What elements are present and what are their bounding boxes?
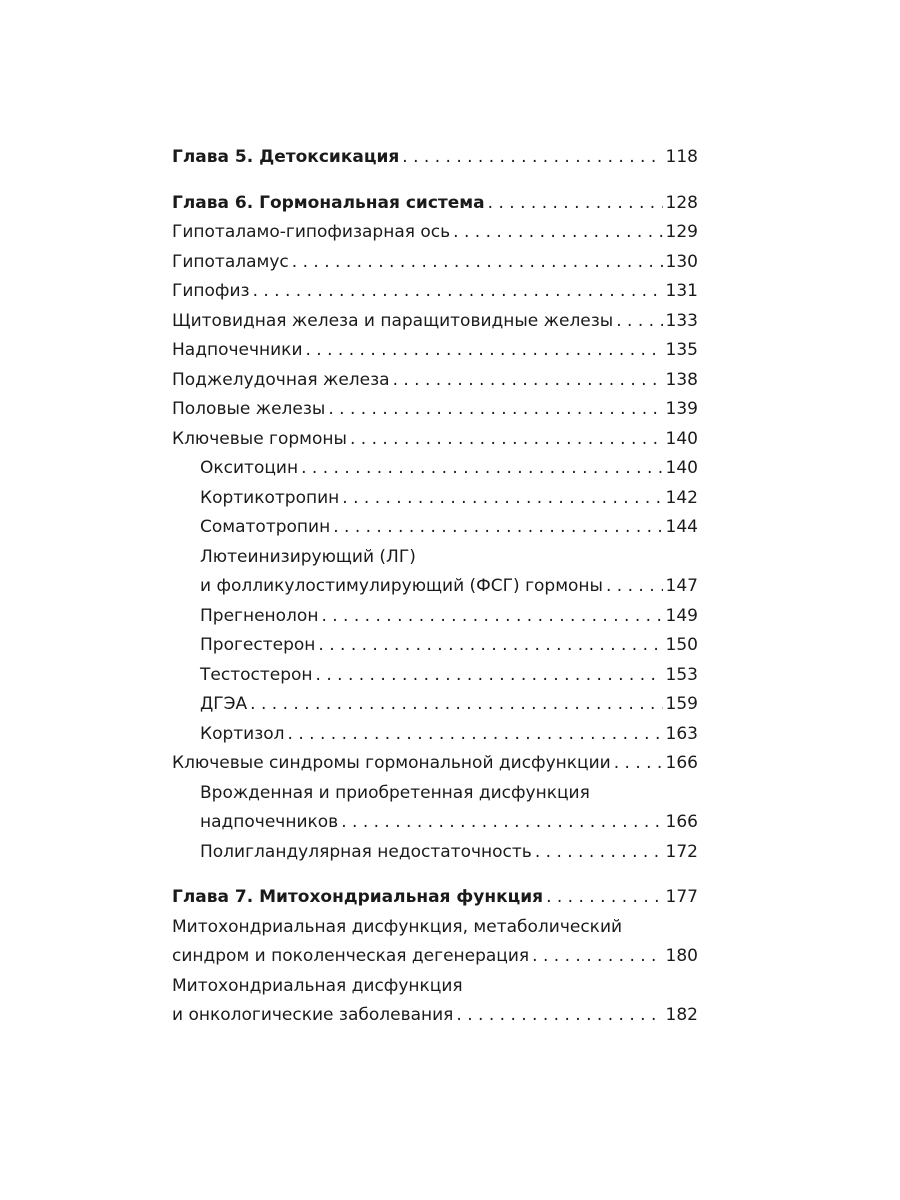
toc-page-number: 138	[665, 369, 698, 390]
toc-page-number: 172	[665, 841, 698, 862]
toc-title: Надпочечники	[172, 340, 303, 360]
toc-page-number: 180	[665, 946, 698, 966]
toc-page-number: 149	[665, 605, 698, 626]
dot-leader	[614, 749, 663, 779]
table-of-contents	[172, 143, 698, 1031]
toc-page-number: 153	[665, 664, 698, 685]
toc-title: Прогестерон	[200, 635, 316, 655]
toc-entry[interactable]	[172, 336, 698, 366]
toc-page-number: 129	[665, 222, 698, 242]
toc-subentry[interactable]	[172, 484, 698, 514]
toc-entry[interactable]	[172, 749, 698, 779]
toc-entry[interactable]	[172, 248, 698, 278]
toc-title: Тестостерон	[200, 664, 313, 685]
toc-title: ДГЭА	[200, 694, 248, 714]
toc-subentry[interactable]	[172, 513, 698, 543]
dot-leader	[402, 143, 662, 173]
toc-title: Кортикотропин	[200, 487, 340, 508]
toc-title: Глава 6. Гормональная система	[172, 192, 485, 213]
toc-page-number: 128	[665, 192, 698, 213]
dot-leader	[616, 307, 662, 337]
toc-title: и фолликулостимулирующий (ФСГ) гормоны	[200, 576, 603, 596]
toc-page-number: 144	[665, 517, 698, 537]
toc-title: надпочечников	[200, 812, 339, 832]
toc-title: Полигландулярная недостаточность	[200, 841, 532, 862]
toc-page-number: 163	[665, 723, 698, 744]
toc-page-number: 150	[665, 635, 698, 655]
toc-title: Гипофиз	[172, 281, 250, 301]
toc-page-number: 139	[665, 399, 698, 419]
toc-subentry[interactable]	[172, 838, 698, 868]
dot-leader	[316, 661, 663, 691]
toc-title: Поджелудочная железа	[172, 369, 390, 390]
toc-entry[interactable]	[172, 942, 698, 972]
dot-leader	[350, 425, 663, 455]
toc-page-number: 133	[665, 310, 698, 331]
toc-subentry[interactable]	[172, 602, 698, 632]
dot-leader	[456, 1001, 662, 1031]
toc-page-number: 131	[665, 281, 698, 301]
toc-page-number: 130	[665, 251, 698, 272]
dot-leader	[546, 883, 662, 913]
dot-leader	[341, 808, 662, 838]
toc-entry-chapter-5[interactable]	[172, 143, 698, 173]
dot-leader	[535, 838, 663, 868]
toc-entry[interactable]	[172, 307, 698, 337]
toc-title: Окситоцин	[200, 458, 299, 478]
toc-title: Кортизол	[200, 723, 285, 744]
dot-leader	[306, 336, 663, 366]
toc-title: Ключевые синдромы гормональной дисфункции	[172, 753, 611, 773]
toc-subentry[interactable]	[172, 631, 698, 661]
toc-subentry[interactable]	[172, 661, 698, 691]
toc-entry[interactable]	[172, 218, 698, 248]
toc-title: Гипоталамус	[172, 251, 289, 272]
toc-page-number: 166	[665, 753, 698, 773]
toc-title: Щитовидная железа и паращитовидные железы	[172, 310, 614, 331]
toc-page-number: 140	[665, 428, 698, 449]
toc-page-number: 159	[665, 694, 698, 714]
toc-title: синдром и поколенческая дегенерация	[172, 946, 530, 966]
dot-leader	[301, 454, 662, 484]
dot-leader	[606, 572, 663, 602]
toc-subentry[interactable]	[172, 454, 698, 484]
toc-entry[interactable]	[172, 1001, 698, 1031]
toc-page-number: 147	[665, 576, 698, 596]
dot-leader	[393, 366, 663, 396]
toc-title: Ключевые гормоны	[172, 428, 347, 449]
dot-leader	[288, 720, 663, 750]
toc-subentry[interactable]	[172, 572, 698, 602]
dot-leader	[318, 631, 662, 661]
dot-leader	[532, 942, 662, 972]
toc-title: Соматотропин	[200, 517, 331, 537]
dot-leader	[328, 395, 662, 425]
toc-entry-line[interactable]: Митохондриальная дисфункция, метаболический	[172, 916, 623, 937]
dot-leader	[253, 277, 663, 307]
toc-subentry[interactable]	[172, 720, 698, 750]
toc-entry-line[interactable]: Митохондриальная дисфункция	[172, 975, 463, 996]
toc-subentry-line[interactable]: Лютеинизирующий (ЛГ)	[200, 546, 416, 567]
toc-title: Глава 5. Детоксикация	[172, 147, 400, 167]
dot-leader	[342, 484, 662, 514]
dot-leader	[453, 218, 662, 248]
toc-page-number: 166	[665, 812, 698, 832]
toc-entry[interactable]	[172, 366, 698, 396]
toc-title: и онкологические заболевания	[172, 1005, 454, 1025]
toc-page-number: 177	[665, 887, 698, 907]
toc-subentry[interactable]	[172, 690, 698, 720]
dot-leader	[292, 248, 663, 278]
toc-title: Глава 7. Митохондриальная функция	[172, 887, 544, 907]
toc-entry[interactable]	[172, 395, 698, 425]
toc-subentry-line[interactable]: Врожденная и приобретенная дисфункция	[200, 782, 590, 803]
toc-title: Половые железы	[172, 399, 326, 419]
toc-page-number: 140	[665, 458, 698, 478]
toc-entry[interactable]	[172, 277, 698, 307]
dot-leader	[488, 189, 663, 219]
dot-leader	[333, 513, 662, 543]
toc-entry-chapter-7[interactable]	[172, 883, 698, 913]
dot-leader	[321, 602, 662, 632]
toc-subentry[interactable]	[172, 808, 698, 838]
toc-page-number: 182	[665, 1005, 698, 1025]
toc-title: Гипоталамо-гипофизарная ось	[172, 222, 451, 242]
toc-title: Прегненолон	[200, 605, 319, 626]
toc-page-number: 142	[665, 487, 698, 508]
toc-page-number: 135	[665, 340, 698, 360]
toc-page-number: 118	[665, 147, 698, 167]
toc-entry[interactable]	[172, 425, 698, 455]
dot-leader	[250, 690, 662, 720]
toc-entry-chapter-6[interactable]	[172, 189, 698, 219]
